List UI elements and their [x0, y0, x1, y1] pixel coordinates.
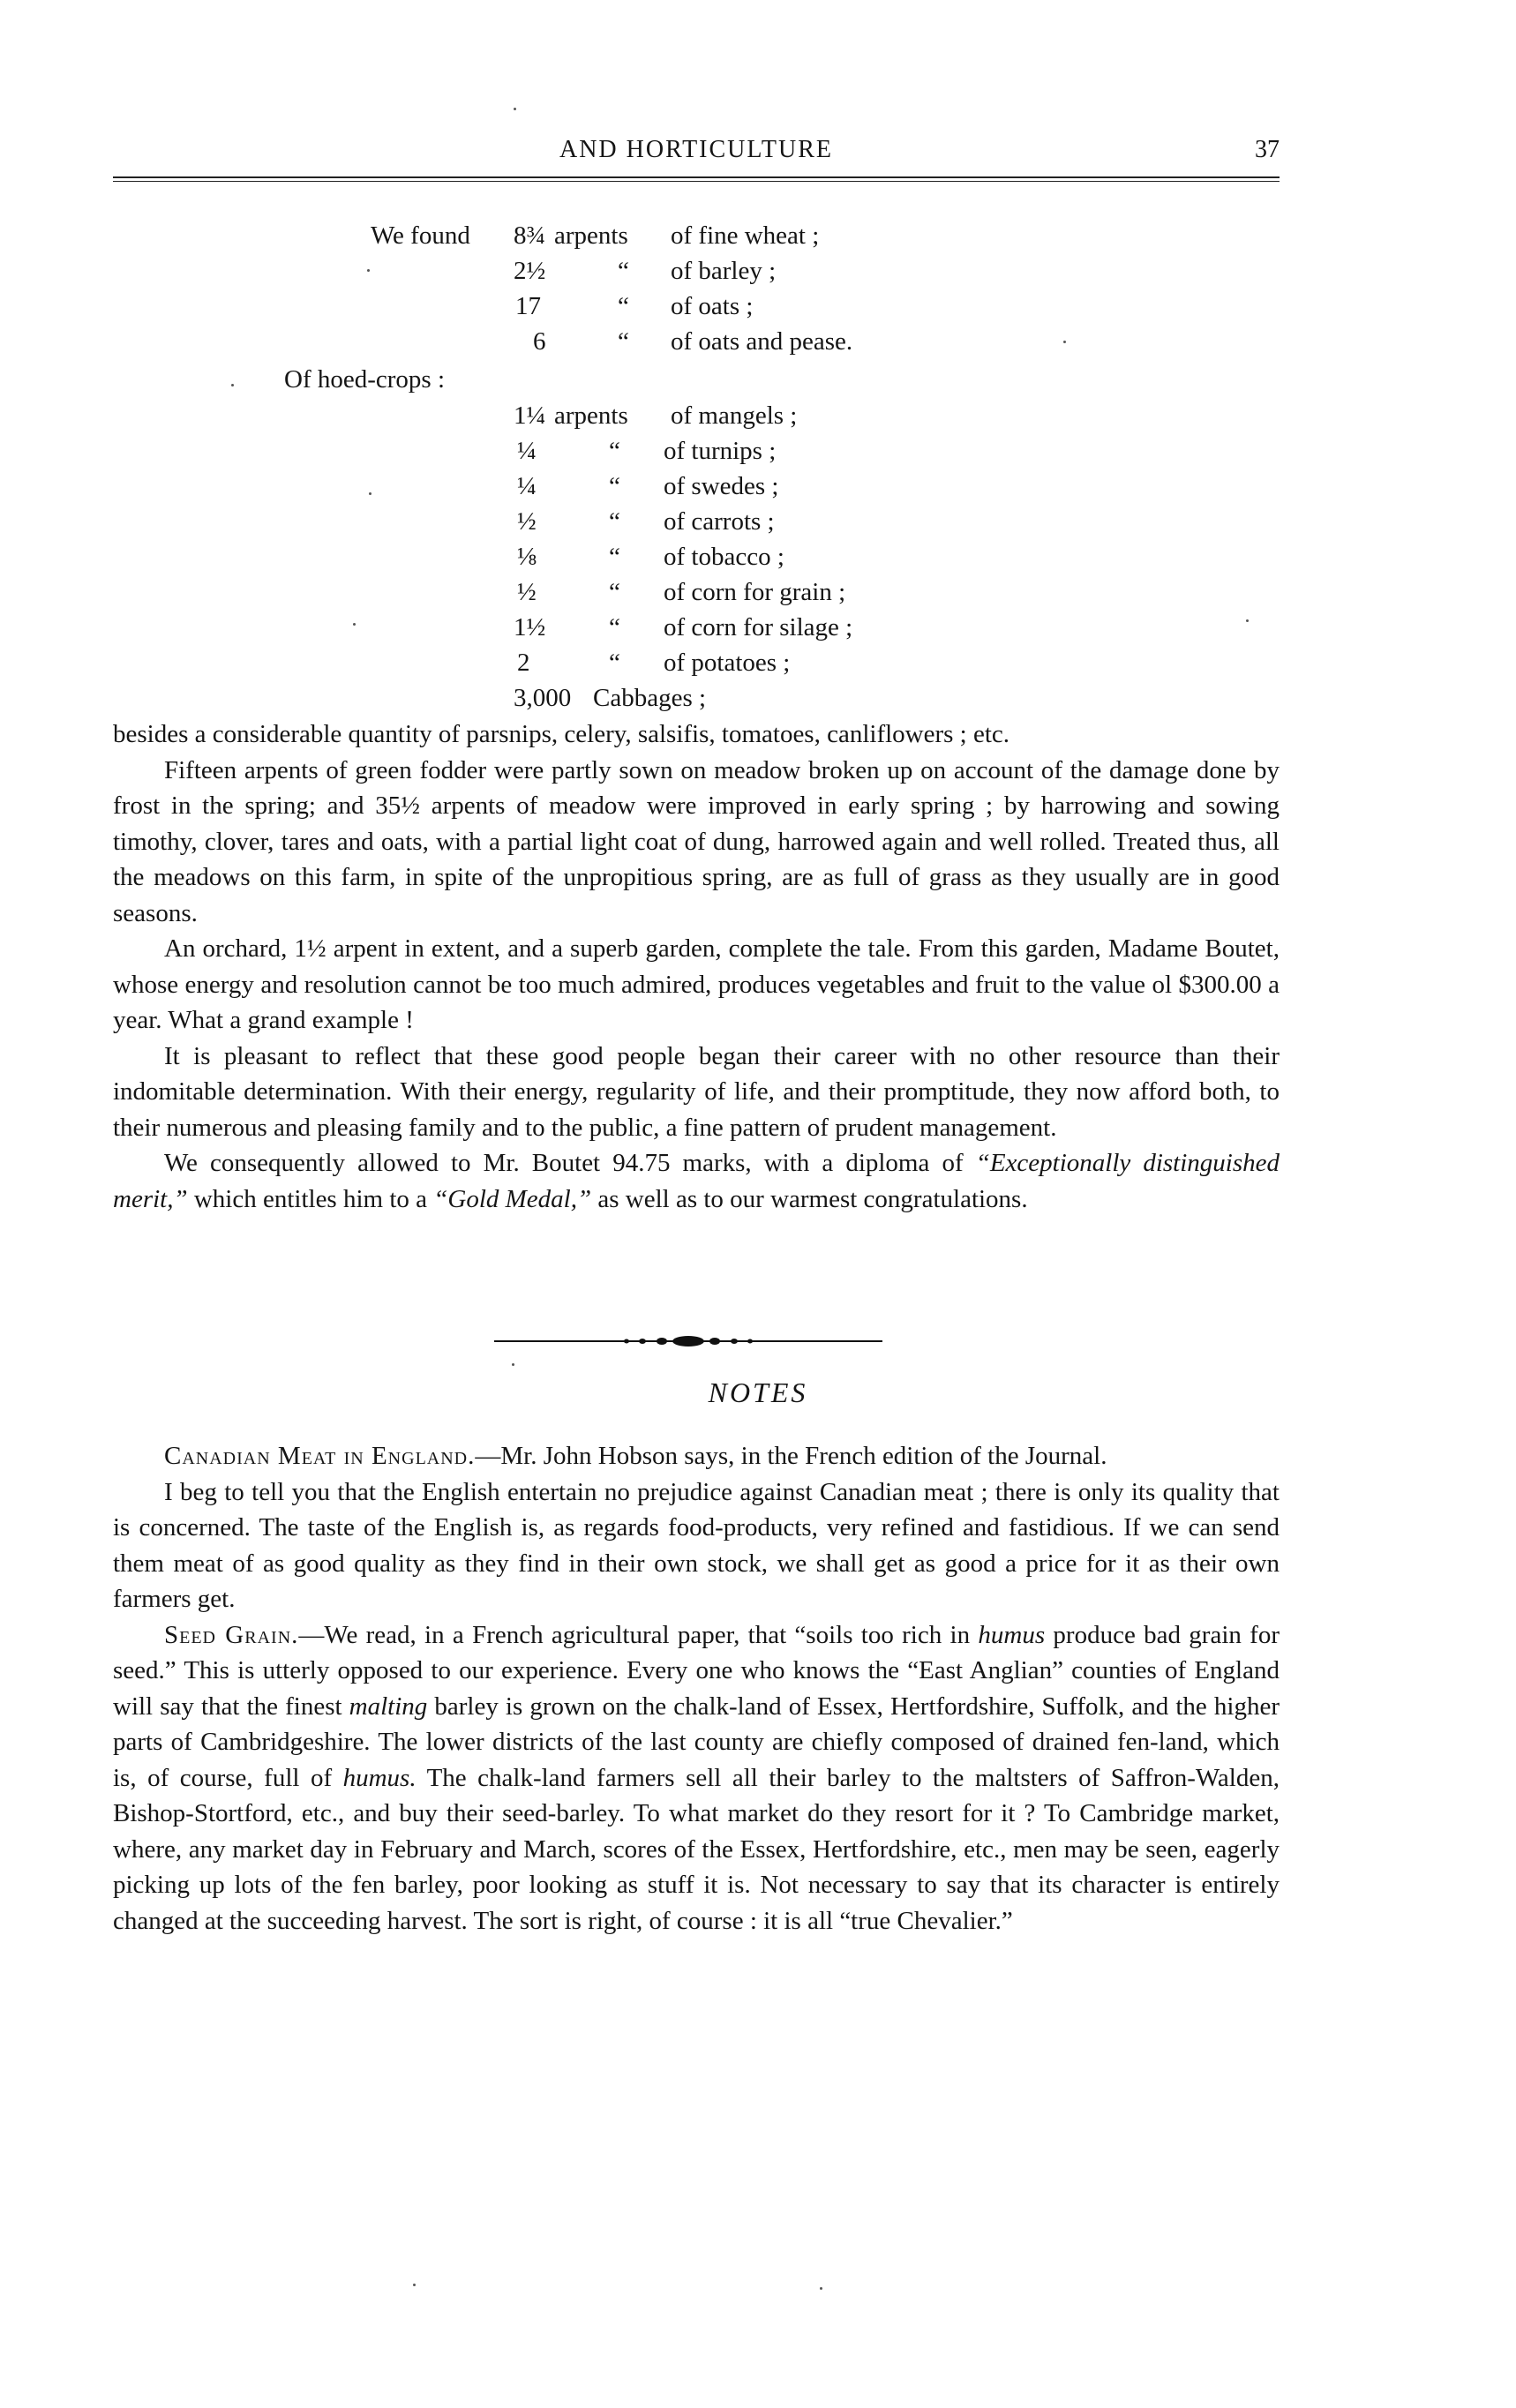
- crop-qty: 3,000: [514, 684, 572, 712]
- crop-name: of corn for silage ;: [664, 613, 853, 641]
- notes-body: [113, 1438, 1280, 1939]
- notes-heading: NOTES: [708, 1377, 808, 1408]
- text-run: which entitles him to a: [187, 1184, 434, 1213]
- header-rule: [113, 176, 1280, 178]
- italic-quote: “Gold Medal,”: [433, 1184, 592, 1213]
- note-paragraph: [113, 1617, 1280, 1939]
- crop-name: Cabbages ;: [593, 684, 707, 712]
- page-number: 37: [1255, 136, 1280, 163]
- italic-quote: “Exceptionally distinguished merit,”: [113, 1149, 1280, 1213]
- crop-qty: 6: [533, 327, 546, 356]
- crop-unit: “: [609, 507, 620, 536]
- crop-name: of swedes ;: [664, 472, 779, 500]
- italic-word: humus: [978, 1620, 1046, 1649]
- text-run: produce bad grain for seed.” This is utterly opposed to our experience. Every one who knows the “East Anglian” counties of England will say that the finest: [113, 1620, 1280, 1721]
- running-head: [113, 136, 1280, 171]
- crop-unit: “: [609, 578, 620, 606]
- note-label: Seed Grain.: [164, 1620, 299, 1649]
- paragraph: It is pleasant to reflect that these good people began their career with no other resource than their indomitable determination. With their energy, regularity of life, and their promptitude, they now afford both, to their numerous and pleasing family and to the public, a fine pattern of prudent management.: [113, 1041, 1280, 1142]
- crop-qty: ⅛: [517, 543, 537, 571]
- text-run: as well as to our warmest congratulations.: [591, 1184, 1028, 1213]
- hoed-crops-label: Of hoed-crops :: [284, 365, 446, 394]
- crop-name: of tobacco ;: [664, 543, 784, 571]
- crop-name: of oats ;: [671, 292, 754, 320]
- text-run: The chalk-land farmers sell all their barley to the maltsters of Saffron-Walden, Bishop-Stortford, etc., and buy their seed-barley. To what market do they resort for it ? To Cambridge market, where, any market day in February and March, scores of the Essex, Hertfordshire, etc., men may be seen, eagerly picking up lots of the fen barley, poor looking as stuff it is. Not necessary to say that its character is entirely changed at the succeeding harvest. The sort is right, of course : it is all “true Chevalier.”: [113, 1763, 1280, 1935]
- crop-unit: “: [609, 437, 620, 465]
- crop-qty: 8¾: [514, 221, 546, 250]
- crop-unit: “: [618, 257, 629, 285]
- paragraph: besides a considerable quantity of parsnips, celery, salsifis, tomatoes, canliflowers ; etc.: [113, 720, 1010, 748]
- header-rule-thin: [113, 181, 1280, 182]
- text-run: —Mr. John Hobson says, in the French edition of the Journal.: [475, 1442, 1107, 1470]
- note-paragraph: I beg to tell you that the English entertain no prejudice against Canadian meat ; there is only its quality that is concerned. The taste of the English is, as regards food-products, very refined and fastidious. If we can send them meat of as good quality as they find in their own stock, we shall get as good a price for it as their own farmers get.: [113, 1477, 1280, 1613]
- crop-name: of oats and pease.: [671, 327, 853, 356]
- crop-qty: 2½: [514, 257, 546, 285]
- crop-qty: ½: [517, 507, 537, 536]
- crop-unit: “: [609, 649, 620, 677]
- italic-word: humus.: [342, 1763, 417, 1792]
- crop-qty: 1½: [514, 613, 546, 641]
- crop-name: of fine wheat ;: [671, 221, 820, 250]
- paragraph: Fifteen arpents of green fodder were partly sown on meadow broken up on account of the damage done by frost in the spring; and 35½ arpents of meadow were improved in early spring ; by harrowing and sowing timothy, clover, tares and oats, with a partial light coat of dung, harrowed again and well rolled. Treated thus, all the meadows on this farm, in spite of the unpropitious spring, are as full of grass as they usually are in good seasons.: [113, 755, 1280, 927]
- crop-qty: ½: [517, 578, 537, 606]
- crop-unit: “: [618, 327, 629, 356]
- crop-unit: arpents: [554, 221, 628, 250]
- crops-intro: We found: [371, 221, 470, 250]
- report-body: [113, 716, 1280, 1217]
- crop-qty: ¼: [517, 472, 537, 500]
- paragraph: [113, 1145, 1280, 1217]
- crop-unit: “: [609, 613, 620, 641]
- crop-qty: 17: [515, 292, 541, 320]
- crop-qty: ¼: [517, 437, 537, 465]
- crop-name: of corn for grain ;: [664, 578, 846, 606]
- crop-name: of carrots ;: [664, 507, 775, 536]
- crop-unit: “: [609, 543, 620, 571]
- crop-unit: “: [618, 292, 629, 320]
- crop-name: of turnips ;: [664, 437, 777, 465]
- text-run: We consequently allowed to Mr. Boutet 94.75 marks, with a diploma of: [164, 1149, 976, 1177]
- crop-unit: arpents: [554, 401, 628, 430]
- text-run: —We read, in a French agricultural paper, that “soils too rich in: [298, 1620, 979, 1649]
- crop-qty: 2: [517, 649, 530, 677]
- crop-name: of potatoes ;: [664, 649, 791, 677]
- paragraph: An orchard, 1½ arpent in extent, and a superb garden, complete the tale. From this garden, Madame Boutet, whose energy and resolution cannot be too much admired, produces vegetables and fruit to the value ol $300.00 a year. What a grand example !: [113, 934, 1280, 1034]
- crop-qty: 1¼: [514, 401, 546, 430]
- crop-unit: “: [609, 472, 620, 500]
- note-label: Canadian Meat in England.: [164, 1442, 476, 1470]
- text-run: barley is grown on the chalk-land of Essex, Hertfordshire, Suffolk, and the higher parts of Cambridgeshire. The lower districts of the last county are chiefly composed of drained fen-land, which is, of course, full of: [113, 1692, 1280, 1792]
- note-paragraph: [113, 1438, 1280, 1474]
- italic-word: malting: [349, 1692, 428, 1721]
- running-head-title: AND HORTICULTURE: [559, 136, 834, 163]
- crop-name: of barley ;: [671, 257, 777, 285]
- crop-name: of mangels ;: [671, 401, 798, 430]
- ornament-rule-icon: [494, 1332, 882, 1350]
